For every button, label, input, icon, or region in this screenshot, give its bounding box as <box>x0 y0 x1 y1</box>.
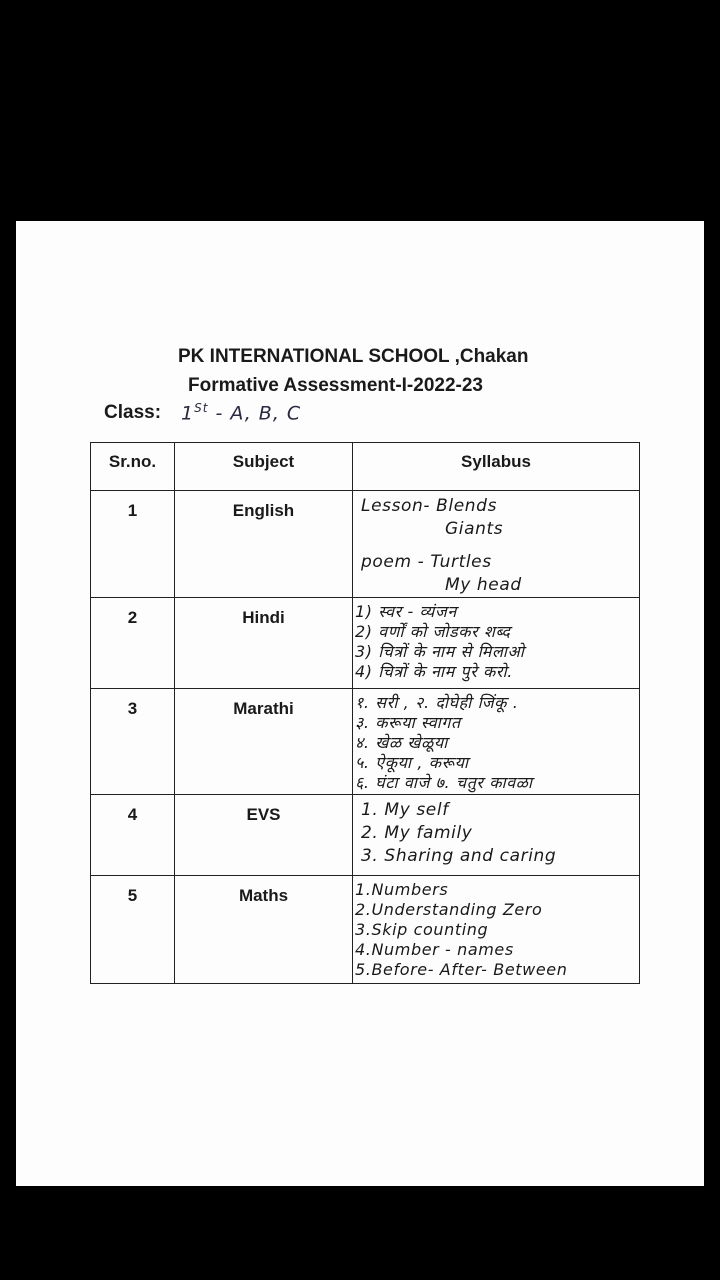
class-label: Class: <box>104 402 162 423</box>
syllabus-line: My head <box>445 575 522 595</box>
syllabus-line: १. सरी , २. दोघेही जिंकू . <box>355 693 519 712</box>
syllabus-line: 3. Sharing and caring <box>361 846 557 866</box>
class-value: 1St - A, B, C <box>181 401 302 425</box>
syllabus-line: 3.Skip counting <box>355 920 489 939</box>
table-row <box>91 689 640 795</box>
syllabus-line: Giants <box>445 519 504 539</box>
syllabus-line: 2) वर्णों को जोडकर शब्द <box>355 622 511 641</box>
syllabus-line: Lesson- Blends <box>361 496 498 516</box>
row-srno: 1 <box>91 491 175 598</box>
row-subject: EVS <box>175 795 353 876</box>
syllabus-line: 2.Understanding Zero <box>355 900 543 919</box>
row-subject: English <box>175 491 353 598</box>
document-page <box>16 221 704 1186</box>
syllabus-line: 5.Before- After- Between <box>355 960 568 979</box>
row-srno: 5 <box>91 876 175 984</box>
table-row <box>91 491 640 598</box>
syllabus-line: ४. खेळ खेळूया <box>355 733 448 752</box>
row-syllabus <box>353 876 640 984</box>
syllabus-table <box>90 442 640 984</box>
syllabus-line: poem - Turtles <box>361 552 492 572</box>
header-srno: Sr.no. <box>91 443 175 491</box>
syllabus-line: ३. करूया स्वागत <box>355 713 461 732</box>
table-row <box>91 876 640 984</box>
table-row <box>91 795 640 876</box>
syllabus-line: ५. ऐकूया , करूया <box>355 753 469 772</box>
syllabus-line: 1) स्वर - व्यंजन <box>355 602 457 621</box>
header-syllabus: Syllabus <box>353 443 640 491</box>
row-subject: Marathi <box>175 689 353 795</box>
row-srno: 2 <box>91 598 175 689</box>
row-syllabus <box>353 795 640 876</box>
row-syllabus <box>353 689 640 795</box>
row-subject: Hindi <box>175 598 353 689</box>
syllabus-line: 2. My family <box>361 823 473 843</box>
syllabus-line: 4.Number - names <box>355 940 514 959</box>
row-syllabus <box>353 491 640 598</box>
syllabus-line: 3) चित्रों के नाम से मिलाओ <box>355 642 525 661</box>
row-syllabus <box>353 598 640 689</box>
syllabus-line: 1. My self <box>361 800 449 820</box>
assessment-title: Formative Assessment-I-2022-23 <box>188 375 483 396</box>
table-row <box>91 598 640 689</box>
table-header-row <box>91 443 640 491</box>
header-subject: Subject <box>175 443 353 491</box>
row-srno: 4 <box>91 795 175 876</box>
school-name: PK INTERNATIONAL SCHOOL ,Chakan <box>178 346 529 367</box>
syllabus-line: 1.Numbers <box>355 880 449 899</box>
row-srno: 3 <box>91 689 175 795</box>
syllabus-line: ६. घंटा वाजे ७. चतुर कावळा <box>355 773 533 792</box>
syllabus-line: 4) चित्रों के नाम पुरे करो. <box>355 662 513 681</box>
row-subject: Maths <box>175 876 353 984</box>
